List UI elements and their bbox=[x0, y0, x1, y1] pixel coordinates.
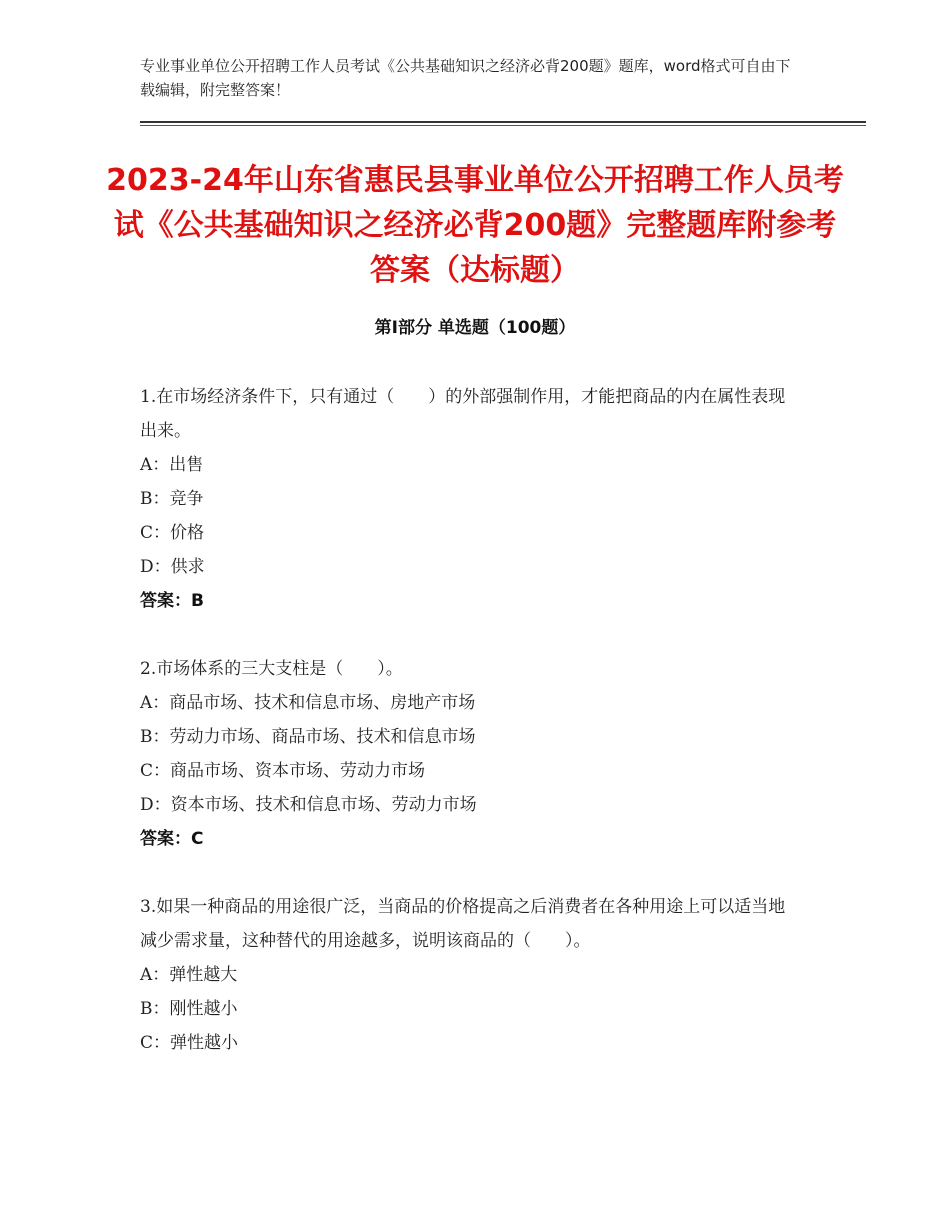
header-note: 专业事业单位公开招聘工作人员考试《公共基础知识之经济必背200题》题库，word格式可自由下载编辑，附完整答案！ bbox=[140, 57, 791, 99]
option-b: B：劳动力市场、商品市场、技术和信息市场 bbox=[140, 727, 476, 747]
option-a: A：弹性越大 bbox=[140, 965, 238, 985]
question-2 bbox=[140, 652, 800, 856]
option-a: A：出售 bbox=[140, 455, 204, 475]
option-c: C：弹性越小 bbox=[140, 1033, 239, 1053]
question-list bbox=[140, 380, 800, 1094]
question-stem: 2.市场体系的三大支柱是（ ）。 bbox=[140, 659, 403, 679]
question-1 bbox=[140, 380, 800, 618]
header-divider-thin bbox=[140, 125, 866, 126]
document-title: 2023-24年山东省惠民县事业单位公开招聘工作人员考试《公共基础知识之经济必背200题》完整题库附参考答案（达标题） bbox=[106, 163, 844, 288]
question-stem: 3.如果一种商品的用途很广泛，当商品的价格提高之后消费者在各种用途上可以适当地减少需求量，这种替代的用途越多，说明该商品的（ ）。 bbox=[140, 897, 786, 951]
option-d: D：资本市场、技术和信息市场、劳动力市场 bbox=[140, 795, 477, 815]
answer: 答案：C bbox=[140, 829, 204, 849]
question-3 bbox=[140, 890, 800, 1060]
answer: 答案：B bbox=[140, 591, 204, 611]
section-title: 第Ⅰ部分 单选题（100题） bbox=[374, 318, 576, 338]
option-b: B：竞争 bbox=[140, 489, 204, 509]
question-stem: 1.在市场经济条件下，只有通过（ ）的外部强制作用，才能把商品的内在属性表现出来。 bbox=[140, 387, 786, 441]
option-b: B：刚性越小 bbox=[140, 999, 238, 1019]
option-a: A：商品市场、技术和信息市场、房地产市场 bbox=[140, 693, 476, 713]
option-c: C：商品市场、资本市场、劳动力市场 bbox=[140, 761, 426, 781]
header-divider-thick bbox=[140, 121, 866, 123]
option-c: C：价格 bbox=[140, 523, 205, 543]
option-d: D：供求 bbox=[140, 557, 205, 577]
